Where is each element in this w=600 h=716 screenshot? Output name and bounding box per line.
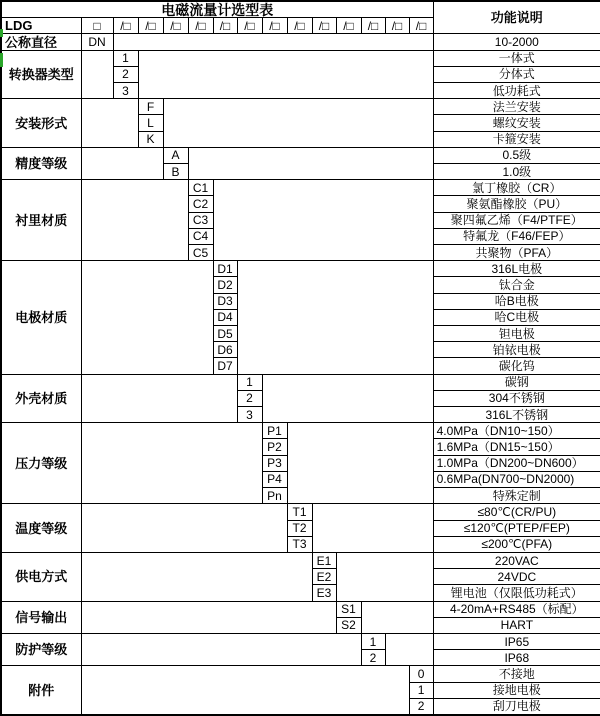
grid-spacer-cell — [81, 633, 361, 665]
grid-spacer-cell — [81, 504, 287, 553]
option-code-cell: P4 — [262, 471, 287, 487]
grid-spacer-cell — [237, 261, 433, 374]
option-code-cell: K — [138, 131, 163, 147]
section-label: 温度等级 — [1, 504, 81, 553]
option-desc-cell: 0.6MPa(DN700~DN2000) — [433, 471, 600, 487]
option-desc-cell: 不接地 — [433, 666, 600, 682]
option-code-cell: 1 — [237, 374, 262, 390]
model-code-slot: /□ — [385, 18, 409, 34]
option-code-cell: E3 — [312, 585, 336, 601]
option-code-cell: E2 — [312, 569, 336, 585]
option-code-cell: D4 — [213, 309, 237, 325]
grid-spacer-cell — [385, 633, 433, 665]
option-desc-cell: 4-20mA+RS485（标配） — [433, 601, 600, 617]
option-code-cell: E1 — [312, 552, 336, 568]
grid-spacer-cell — [81, 180, 188, 261]
option-code-cell: C2 — [188, 196, 213, 212]
option-desc-cell: ≤120℃(PTEP/FEP) — [433, 520, 600, 536]
option-code-cell: S2 — [336, 617, 361, 633]
section-label: 压力等级 — [1, 423, 81, 504]
model-code-slot: /□ — [188, 18, 213, 34]
green-marker — [0, 29, 3, 37]
option-desc-cell: 聚氨酯橡胶（PU） — [433, 196, 600, 212]
option-desc-cell: 哈C电极 — [433, 309, 600, 325]
option-desc-cell: 220VAC — [433, 552, 600, 568]
option-desc-cell: HART — [433, 617, 600, 633]
model-code-slot: /□ — [213, 18, 237, 34]
grid-spacer-cell — [361, 601, 433, 633]
option-code-cell: C1 — [188, 180, 213, 196]
option-desc-cell: 钽电极 — [433, 326, 600, 342]
grid-spacer-cell — [213, 180, 433, 261]
option-desc-cell: 分体式 — [433, 66, 600, 82]
option-code-cell: F — [138, 99, 163, 115]
option-code-cell: D1 — [213, 261, 237, 277]
grid-spacer-cell — [81, 601, 336, 633]
option-code-cell: A — [163, 147, 188, 163]
option-code-cell: 2 — [113, 66, 138, 82]
grid-spacer-cell — [81, 374, 237, 423]
section-label: 安装形式 — [1, 99, 81, 148]
option-code-cell: Pn — [262, 488, 287, 504]
model-code-box: □ — [81, 18, 113, 34]
option-code-cell: B — [163, 164, 188, 180]
section-label: 外壳材质 — [1, 374, 81, 423]
option-code-cell: D6 — [213, 342, 237, 358]
section-label: 公称直径 — [1, 34, 81, 50]
section-label: 精度等级 — [1, 147, 81, 179]
model-code-label: LDG — [1, 18, 81, 34]
grid-spacer-cell — [81, 147, 163, 179]
grid-spacer-cell — [163, 99, 433, 148]
option-desc-cell: 0.5级 — [433, 147, 600, 163]
option-code-cell: D5 — [213, 326, 237, 342]
grid-spacer-cell — [81, 50, 113, 99]
option-desc-cell: 304不锈钢 — [433, 390, 600, 406]
option-desc-cell: 螺纹安装 — [433, 115, 600, 131]
model-code-slot: /□ — [409, 18, 433, 34]
option-desc-cell: IP65 — [433, 633, 600, 649]
option-desc-cell: 一体式 — [433, 50, 600, 66]
function-description-header: 功能说明 — [433, 1, 600, 34]
option-code-cell: L — [138, 115, 163, 131]
option-desc-cell: 1.0MPa（DN200~DN600） — [433, 455, 600, 471]
table-title: 电磁流量计选型表 — [1, 1, 433, 18]
option-code-cell: 1 — [409, 682, 433, 698]
option-desc-cell: ≤200℃(PFA) — [433, 536, 600, 552]
grid-spacer-cell — [312, 504, 433, 553]
model-code-slot: /□ — [361, 18, 385, 34]
option-desc-cell: IP68 — [433, 650, 600, 666]
option-desc-cell: 铂铱电极 — [433, 342, 600, 358]
option-desc-cell: 法兰安装 — [433, 99, 600, 115]
grid-spacer-cell — [81, 552, 312, 601]
option-desc-cell: 碳化钨 — [433, 358, 600, 374]
option-code-cell: D7 — [213, 358, 237, 374]
model-code-slot: /□ — [138, 18, 163, 34]
grid-spacer-cell — [138, 50, 433, 99]
option-code-cell: C4 — [188, 228, 213, 244]
option-desc-cell: 碳钢 — [433, 374, 600, 390]
option-code-cell: D2 — [213, 277, 237, 293]
model-code-slot: /□ — [237, 18, 262, 34]
option-desc-cell: 低功耗式 — [433, 83, 600, 99]
option-code-cell: DN — [81, 34, 113, 50]
section-label: 电极材质 — [1, 261, 81, 374]
model-code-slot: /□ — [336, 18, 361, 34]
option-code-cell: 2 — [361, 650, 385, 666]
grid-spacer-cell — [262, 374, 433, 423]
grid-spacer-cell — [81, 261, 213, 374]
option-code-cell: P2 — [262, 439, 287, 455]
option-desc-cell: 10-2000 — [433, 34, 600, 50]
grid-spacer-cell — [336, 552, 433, 601]
option-desc-cell: 共聚物（PFA） — [433, 245, 600, 261]
option-code-cell: 2 — [237, 390, 262, 406]
section-label: 衬里材质 — [1, 180, 81, 261]
option-code-cell: 1 — [361, 633, 385, 649]
option-code-cell: T3 — [287, 536, 312, 552]
option-desc-cell: 特氟龙（F46/FEP） — [433, 228, 600, 244]
option-code-cell: 3 — [113, 83, 138, 99]
option-desc-cell: 316L电极 — [433, 261, 600, 277]
option-code-cell: P1 — [262, 423, 287, 439]
option-desc-cell: 1.6MPa（DN15~150） — [433, 439, 600, 455]
option-code-cell: D3 — [213, 293, 237, 309]
grid-spacer-cell — [188, 147, 433, 179]
grid-spacer-cell — [81, 666, 409, 715]
option-code-cell: T2 — [287, 520, 312, 536]
grid-spacer-cell — [81, 99, 138, 148]
option-code-cell: 0 — [409, 666, 433, 682]
model-code-slot: /□ — [113, 18, 138, 34]
section-label: 附件 — [1, 666, 81, 715]
section-label: 信号输出 — [1, 601, 81, 633]
model-code-slot: /□ — [163, 18, 188, 34]
option-desc-cell: 氯丁橡胶（CR） — [433, 180, 600, 196]
option-desc-cell: 接地电极 — [433, 682, 600, 698]
option-desc-cell: 1.0级 — [433, 164, 600, 180]
option-desc-cell: 钛合金 — [433, 277, 600, 293]
model-code-slot: /□ — [287, 18, 312, 34]
option-desc-cell: 特殊定制 — [433, 488, 600, 504]
option-desc-cell: 刮刀电极 — [433, 698, 600, 715]
option-code-cell: 2 — [409, 698, 433, 715]
option-desc-cell: 卡箍安装 — [433, 131, 600, 147]
option-code-cell: 3 — [237, 407, 262, 423]
option-desc-cell: 锂电池（仅限低功耗式） — [433, 585, 600, 601]
option-code-cell: S1 — [336, 601, 361, 617]
grid-spacer-cell — [113, 34, 433, 50]
section-label: 供电方式 — [1, 552, 81, 601]
option-code-cell: P3 — [262, 455, 287, 471]
model-code-slot: /□ — [262, 18, 287, 34]
option-code-cell: T1 — [287, 504, 312, 520]
model-code-slot: /□ — [312, 18, 336, 34]
option-code-cell: C3 — [188, 212, 213, 228]
option-desc-cell: 24VDC — [433, 569, 600, 585]
option-code-cell: C5 — [188, 245, 213, 261]
option-desc-cell: 4.0MPa（DN10~150） — [433, 423, 600, 439]
grid-spacer-cell — [81, 423, 262, 504]
option-desc-cell: 聚四氟乙烯（F4/PTFE） — [433, 212, 600, 228]
section-label: 防护等级 — [1, 633, 81, 665]
option-desc-cell: 哈B电极 — [433, 293, 600, 309]
green-marker — [0, 53, 3, 67]
option-desc-cell: ≤80℃(CR/PU) — [433, 504, 600, 520]
option-code-cell: 1 — [113, 50, 138, 66]
section-label: 转换器类型 — [1, 50, 81, 99]
grid-spacer-cell — [287, 423, 433, 504]
option-desc-cell: 316L不锈钢 — [433, 407, 600, 423]
